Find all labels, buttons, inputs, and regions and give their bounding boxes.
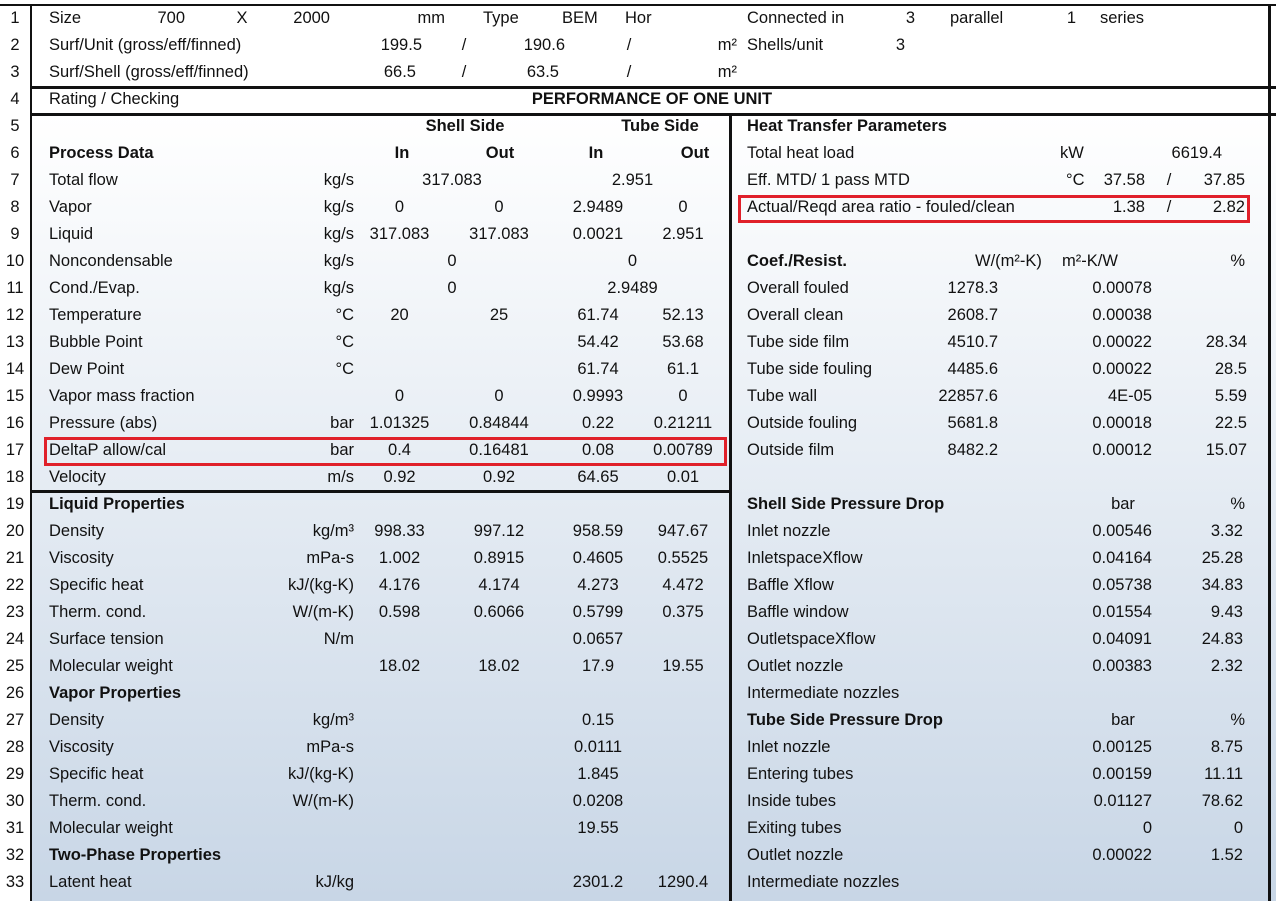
resist-value[interactable]: 0.00078 [1092, 279, 1152, 297]
row-number: 28 [5, 738, 25, 756]
resist-unit[interactable]: m²-K/W [1062, 252, 1118, 270]
tube-out-value[interactable]: 0 [678, 198, 688, 216]
tube-in-value[interactable]: 0.4605 [572, 549, 624, 567]
row-header-border [30, 4, 32, 901]
resist-value[interactable]: 0.00038 [1092, 306, 1152, 324]
row-number: 10 [5, 252, 25, 270]
shell-out-value[interactable]: 18.02 [478, 657, 520, 675]
tube-dp-label[interactable]: Intermediate nozzles [747, 873, 900, 891]
shell-out-value[interactable]: 317.083 [469, 225, 529, 243]
tube-in-value[interactable]: 0.0111 [573, 738, 623, 756]
shell-in-value[interactable]: 20 [390, 306, 409, 324]
tube-dp-heading[interactable]: Tube Side Pressure Drop [747, 711, 943, 729]
tube-side-heading[interactable]: Tube Side [621, 117, 699, 135]
size-x[interactable]: X [236, 9, 248, 27]
resist-value[interactable]: 0.00018 [1092, 414, 1152, 432]
tube-dp-label[interactable]: Outlet nozzle [747, 846, 844, 864]
tube-out-value[interactable]: 2.951 [662, 225, 704, 243]
coef-unit[interactable]: W/(m²-K) [975, 252, 1042, 270]
tube-dp-value[interactable]: 0.00159 [1092, 765, 1152, 783]
param-label[interactable]: DeltaP allow/cal [49, 441, 167, 459]
size-diameter[interactable]: 700 [157, 9, 185, 27]
param-label[interactable]: Total flow [49, 171, 118, 189]
param-label[interactable]: Vapor mass fraction [49, 387, 195, 405]
tube-dp-label[interactable]: Entering tubes [747, 765, 854, 783]
tube-out-value[interactable]: 52.13 [662, 306, 704, 324]
param-unit[interactable]: m/s [327, 468, 354, 486]
param-label[interactable]: Molecular weight [49, 657, 173, 675]
series-count[interactable]: 1 [1066, 9, 1076, 27]
coef-value[interactable]: 4510.7 [947, 333, 998, 351]
row-number: 20 [5, 522, 25, 540]
coef-label[interactable]: Tube wall [747, 387, 818, 405]
performance-title[interactable]: PERFORMANCE OF ONE UNIT [531, 90, 773, 108]
tube-in-value[interactable]: 0.0657 [572, 630, 624, 648]
shell-out-value[interactable]: 0 [494, 387, 504, 405]
tube-value[interactable]: 2.951 [611, 171, 654, 189]
param-label[interactable]: Vapor [49, 198, 92, 216]
tube-dp-label[interactable]: Inside tubes [747, 792, 836, 810]
coef-label[interactable]: Overall clean [747, 306, 844, 324]
shell-in-value[interactable]: 18.02 [378, 657, 421, 675]
coef-label[interactable]: Tube side film [747, 333, 850, 351]
coef-label[interactable]: Overall fouled [747, 279, 849, 297]
tube-in-value[interactable]: 17.9 [581, 657, 615, 675]
tube-out-value[interactable]: 0.375 [662, 603, 704, 621]
shell-dp-pct[interactable]: 3.32 [1210, 522, 1243, 540]
shell-dp-pct[interactable]: 9.43 [1210, 603, 1243, 621]
coef-label[interactable]: Tube side fouling [747, 360, 873, 378]
param-unit[interactable]: mPa-s [306, 738, 354, 756]
tube-in-heading[interactable]: In [588, 144, 604, 162]
mtd-label[interactable]: Eff. MTD/ 1 pass MTD [747, 171, 910, 189]
shell-dp-label[interactable]: InletspaceXflow [747, 549, 863, 567]
shell-in-value[interactable]: 1.01325 [369, 414, 430, 432]
shell-dp-percent[interactable]: % [1230, 495, 1245, 513]
shell-in-value[interactable]: 1.002 [378, 549, 421, 567]
tube-dp-percent[interactable]: % [1230, 711, 1245, 729]
row-number: 22 [5, 576, 25, 594]
mtd-one-pass[interactable]: 37.85 [1203, 171, 1245, 189]
param-label[interactable]: Latent heat [49, 873, 132, 891]
tube-out-heading[interactable]: Out [680, 144, 710, 162]
shell-in-value[interactable]: 0.4 [388, 441, 411, 459]
shell-dp-value[interactable]: 0.05738 [1092, 576, 1152, 594]
tube-in-value[interactable]: 54.42 [577, 333, 619, 351]
shell-value[interactable]: 0 [447, 279, 457, 297]
tube-in-value[interactable]: 0.15 [581, 711, 615, 729]
coef-label[interactable]: Outside film [747, 441, 835, 459]
tube-dp-pct[interactable]: 1.52 [1210, 846, 1243, 864]
param-label[interactable]: Specific heat [49, 765, 144, 783]
surf-shell-label[interactable]: Surf/Shell (gross/eff/finned) [49, 63, 249, 81]
shell-dp-value[interactable] [1060, 680, 1152, 707]
tube-in-value[interactable]: 19.55 [577, 819, 619, 837]
tube-out-value[interactable]: 19.55 [662, 657, 704, 675]
param-unit[interactable]: kg/m³ [312, 522, 354, 540]
tube-in-value[interactable]: 0.9993 [572, 387, 624, 405]
param-unit[interactable]: N/m [323, 630, 354, 648]
row-number: 25 [5, 657, 25, 675]
param-unit[interactable]: kg/s [323, 225, 354, 243]
shell-dp-label[interactable]: Outlet nozzle [747, 657, 844, 675]
param-label[interactable]: Therm. cond. [49, 792, 147, 810]
surf-unit-sep[interactable]: / [461, 36, 467, 54]
tube-out-value[interactable]: 61.1 [666, 360, 700, 378]
shell-dp-heading[interactable]: Shell Side Pressure Drop [747, 495, 945, 513]
tube-out-value[interactable]: 53.68 [662, 333, 704, 351]
param-label[interactable]: Pressure (abs) [49, 414, 158, 432]
coef-percent[interactable]: 15.07 [1205, 441, 1247, 459]
row-number: 23 [5, 603, 25, 621]
row-number: 15 [5, 387, 25, 405]
mtd-sep[interactable]: / [1166, 171, 1172, 189]
row-number: 6 [10, 144, 20, 162]
shell-out-value[interactable]: 0.6066 [473, 603, 525, 621]
area-ratio-fouled[interactable]: 1.38 [1112, 198, 1145, 216]
tube-value[interactable]: 2.9489 [607, 279, 658, 297]
param-unit[interactable]: mPa-s [306, 549, 354, 567]
tube-in-value[interactable]: 958.59 [572, 522, 624, 540]
row-number: 2 [10, 36, 20, 54]
param-unit[interactable]: °C [335, 333, 354, 351]
shell-out-heading[interactable]: Out [485, 144, 515, 162]
shell-in-value[interactable]: 0.598 [378, 603, 421, 621]
tube-dp-pct[interactable]: 8.75 [1210, 738, 1243, 756]
tube-out-value[interactable]: 0.01 [666, 468, 700, 486]
heat-load-unit[interactable]: kW [1060, 144, 1084, 162]
panel-divider [729, 113, 732, 901]
tube-in-value[interactable]: 2301.2 [572, 873, 624, 891]
tube-dp-unit[interactable]: bar [1111, 711, 1135, 729]
tube-in-value[interactable]: 0.5799 [572, 603, 624, 621]
row-number: 29 [5, 765, 25, 783]
resist-value[interactable]: 4E-05 [1107, 387, 1152, 405]
param-label[interactable]: Specific heat [49, 576, 144, 594]
coef-resist-heading[interactable]: Coef./Resist. [747, 252, 847, 270]
tube-dp-value[interactable] [1060, 869, 1152, 896]
param-unit[interactable]: kg/s [323, 171, 354, 189]
tube-out-value[interactable]: 947.67 [657, 522, 709, 540]
shell-dp-value[interactable]: 0.00383 [1092, 657, 1152, 675]
row-number: 17 [5, 441, 25, 459]
tube-dp-label[interactable]: Exiting tubes [747, 819, 842, 837]
heat-load-value[interactable]: 6619.4 [1171, 144, 1222, 162]
resist-value[interactable]: 0.00022 [1092, 360, 1152, 378]
shell-dp-label[interactable]: Baffle window [747, 603, 849, 621]
param-label[interactable]: Molecular weight [49, 819, 173, 837]
coef-percent[interactable] [1185, 302, 1247, 329]
coef-percent[interactable] [1185, 275, 1247, 302]
shell-dp-value[interactable]: 0.01554 [1092, 603, 1152, 621]
size-label[interactable]: Size [49, 9, 82, 27]
surf-shell-eff[interactable]: 63.5 [526, 63, 559, 81]
type-label[interactable]: Type [483, 9, 519, 27]
row-number: 1 [10, 9, 20, 27]
param-unit[interactable]: kg/s [323, 252, 354, 270]
surf-shell-sep[interactable]: / [626, 63, 632, 81]
shell-dp-pct[interactable] [1185, 680, 1243, 707]
row-number: 18 [5, 468, 25, 486]
shell-dp-pct[interactable]: 24.83 [1201, 630, 1243, 648]
tube-out-value[interactable]: 0.00789 [653, 441, 713, 459]
shell-out-value[interactable]: 0.16481 [469, 441, 529, 459]
shell-out-value[interactable]: 0.84844 [469, 414, 529, 432]
shell-out-value[interactable]: 0 [494, 198, 504, 216]
param-label[interactable]: Dew Point [49, 360, 125, 378]
shell-in-value[interactable]: 317.083 [369, 225, 430, 243]
param-unit[interactable]: kg/s [323, 198, 354, 216]
row-number: 7 [10, 171, 20, 189]
shell-value[interactable]: 317.083 [422, 171, 482, 189]
row-number: 11 [6, 279, 24, 297]
connected-label[interactable]: Connected in [747, 9, 845, 27]
row-number: 9 [10, 225, 20, 243]
resist-value[interactable]: 0.00012 [1092, 441, 1152, 459]
shell-dp-label[interactable]: Inlet nozzle [747, 522, 831, 540]
row-number: 21 [5, 549, 25, 567]
row-number: 4 [10, 90, 20, 108]
param-label[interactable]: Liquid [49, 225, 94, 243]
param-label[interactable]: Viscosity [49, 738, 114, 756]
coef-percent[interactable]: 22.5 [1214, 414, 1247, 432]
tube-dp-pct[interactable]: 11.11 [1204, 765, 1243, 783]
type-value[interactable]: BEM [562, 9, 598, 27]
shells-label[interactable]: Shells/unit [747, 36, 824, 54]
param-label[interactable]: Two-Phase Properties [49, 846, 222, 864]
row-number: 16 [5, 414, 25, 432]
param-label[interactable]: Liquid Properties [49, 495, 185, 513]
shell-out-value[interactable]: 0.92 [482, 468, 516, 486]
shell-in-value[interactable]: 998.33 [374, 522, 425, 540]
surf-unit-unit[interactable]: m² [717, 36, 737, 54]
param-label[interactable]: Noncondensable [49, 252, 173, 270]
row-number: 31 [5, 819, 25, 837]
area-ratio-label[interactable]: Actual/Reqd area ratio - fouled/clean [747, 198, 1015, 216]
row-number: 5 [10, 117, 20, 135]
shells-value[interactable]: 3 [895, 36, 905, 54]
param-label[interactable]: Vapor Properties [49, 684, 182, 702]
coef-value[interactable]: 5681.8 [947, 414, 998, 432]
heat-transfer-heading[interactable]: Heat Transfer Parameters [747, 117, 947, 135]
param-unit[interactable]: kJ/(kg-K) [288, 576, 354, 594]
tube-dp-value[interactable]: 0.00125 [1092, 738, 1152, 756]
shell-dp-value[interactable]: 0.04091 [1092, 630, 1152, 648]
param-unit[interactable]: W/(m-K) [292, 792, 354, 810]
parallel-count[interactable]: 3 [905, 9, 915, 27]
param-label[interactable]: Density [49, 711, 105, 729]
series-label[interactable]: series [1100, 9, 1145, 27]
percent-unit[interactable]: % [1230, 252, 1245, 270]
row-number: 12 [5, 306, 25, 324]
param-label[interactable]: Viscosity [49, 549, 114, 567]
tube-in-value[interactable]: 2.9489 [572, 198, 624, 216]
param-unit[interactable]: bar [330, 441, 354, 459]
tube-out-value[interactable]: 0.21211 [653, 414, 713, 432]
shell-dp-unit[interactable]: bar [1111, 495, 1135, 513]
shell-dp-label[interactable]: Baffle Xflow [747, 576, 834, 594]
tube-dp-value[interactable]: 0.01127 [1093, 792, 1152, 810]
tube-out-value[interactable]: 4.472 [662, 576, 704, 594]
param-label[interactable]: Velocity [49, 468, 106, 486]
param-unit[interactable]: °C [335, 306, 354, 324]
row-number: 27 [5, 711, 25, 729]
row-number: 13 [5, 333, 25, 351]
heat-load-label[interactable]: Total heat load [747, 144, 855, 162]
coef-value[interactable]: 22857.6 [938, 387, 998, 405]
tube-out-value[interactable]: 0.5525 [657, 549, 709, 567]
surf-shell-gross[interactable]: 66.5 [383, 63, 416, 81]
shell-out-value[interactable]: 997.12 [473, 522, 525, 540]
coef-label[interactable]: Outside fouling [747, 414, 858, 432]
tube-dp-value[interactable]: 0 [1142, 819, 1152, 837]
shell-in-heading[interactable]: In [394, 144, 410, 162]
orientation-value[interactable]: Hor [625, 9, 652, 27]
shell-out-value[interactable]: 25 [489, 306, 509, 324]
tube-in-value[interactable]: 4.273 [577, 576, 619, 594]
param-unit[interactable]: kg/s [323, 279, 354, 297]
param-label[interactable]: Cond./Evap. [49, 279, 140, 297]
area-ratio-sep[interactable]: / [1166, 198, 1172, 216]
param-label[interactable]: Therm. cond. [49, 603, 147, 621]
shell-out-value[interactable]: 4.174 [478, 576, 520, 594]
deltap-highlight [44, 437, 727, 466]
param-unit[interactable]: °C [335, 360, 354, 378]
shell-dp-pct[interactable]: 34.83 [1201, 576, 1243, 594]
shell-dp-value[interactable]: 0.04164 [1092, 549, 1152, 567]
tube-dp-pct[interactable]: 78.62 [1201, 792, 1243, 810]
coef-value[interactable]: 4485.6 [947, 360, 998, 378]
row-number: 8 [10, 198, 20, 216]
shell-value[interactable]: 0 [447, 252, 457, 270]
shell-out-value[interactable]: 0.8915 [473, 549, 525, 567]
shell-dp-label[interactable]: OutletspaceXflow [747, 630, 876, 648]
param-unit[interactable]: W/(m-K) [292, 603, 354, 621]
param-unit[interactable]: kJ/kg [315, 873, 354, 891]
tube-in-value[interactable]: 61.74 [577, 306, 619, 324]
coef-percent[interactable]: 28.34 [1205, 333, 1247, 351]
tube-in-value[interactable]: 0.0021 [572, 225, 624, 243]
tube-in-value[interactable]: 0.08 [581, 441, 615, 459]
shell-dp-pct[interactable]: 2.32 [1210, 657, 1243, 675]
row-number: 26 [5, 684, 25, 702]
resist-value[interactable]: 0.00022 [1092, 333, 1152, 351]
parallel-label[interactable]: parallel [950, 9, 1004, 27]
row-number: 3 [10, 63, 20, 81]
area-ratio-clean[interactable]: 2.82 [1212, 198, 1245, 216]
coef-percent[interactable]: 28.5 [1214, 360, 1247, 378]
tube-in-value[interactable]: 0.0208 [572, 792, 624, 810]
surf-shell-unit[interactable]: m² [717, 63, 737, 81]
shell-in-value[interactable]: 0 [394, 198, 405, 216]
param-label[interactable]: Density [49, 522, 105, 540]
param-label[interactable]: Surface tension [49, 630, 164, 648]
coef-value[interactable]: 8482.2 [947, 441, 998, 459]
right-border [1268, 4, 1271, 901]
param-unit[interactable]: kg/m³ [312, 711, 354, 729]
tube-dp-pct[interactable] [1185, 869, 1243, 896]
tube-dp-value[interactable]: 0.00022 [1092, 846, 1152, 864]
tube-value[interactable]: 0 [627, 252, 638, 270]
param-label[interactable]: Bubble Point [49, 333, 143, 351]
tube-in-value[interactable]: 0.22 [581, 414, 615, 432]
shell-in-value[interactable]: 4.176 [378, 576, 421, 594]
shell-in-value[interactable]: 0.92 [383, 468, 416, 486]
coef-value[interactable]: 2608.7 [947, 306, 998, 324]
surf-unit-label[interactable]: Surf/Unit (gross/eff/finned) [49, 36, 242, 54]
row-number: 14 [5, 360, 25, 378]
shell-dp-pct[interactable]: 25.28 [1201, 549, 1243, 567]
surf-unit-gross[interactable]: 199.5 [380, 36, 422, 54]
param-label[interactable]: Temperature [49, 306, 142, 324]
surf-unit-sep[interactable]: / [626, 36, 632, 54]
surf-shell-sep[interactable]: / [461, 63, 467, 81]
mtd-effective[interactable]: 37.58 [1103, 171, 1145, 189]
coef-value[interactable]: 1278.3 [947, 279, 998, 297]
surf-unit-eff[interactable]: 190.6 [523, 36, 565, 54]
shell-dp-label[interactable]: Intermediate nozzles [747, 684, 900, 702]
shell-dp-value[interactable]: 0.00546 [1092, 522, 1152, 540]
coef-percent[interactable]: 5.59 [1214, 387, 1247, 405]
row-number: 32 [5, 846, 25, 864]
param-unit[interactable]: bar [330, 414, 354, 432]
calc-mode[interactable]: Rating / Checking [49, 90, 180, 108]
tube-dp-label[interactable]: Inlet nozzle [747, 738, 831, 756]
row-number: 19 [5, 495, 25, 513]
area-ratio-highlight [738, 195, 1250, 223]
tube-out-value[interactable]: 0 [678, 387, 688, 405]
param-unit[interactable]: kJ/(kg-K) [288, 765, 354, 783]
row-number: 33 [5, 873, 25, 891]
mtd-unit[interactable]: °C [1066, 171, 1085, 189]
tube-in-value[interactable]: 64.65 [577, 468, 619, 486]
size-length[interactable]: 2000 [293, 9, 330, 27]
tube-out-value[interactable]: 1290.4 [657, 873, 709, 891]
tube-dp-pct[interactable]: 0 [1233, 819, 1243, 837]
tube-in-value[interactable]: 61.74 [577, 360, 619, 378]
shell-side-heading[interactable]: Shell Side [425, 117, 505, 135]
tube-in-value[interactable]: 1.845 [577, 765, 619, 783]
process-data-heading[interactable]: Process Data [49, 144, 154, 162]
row-number: 30 [5, 792, 25, 810]
size-unit[interactable]: mm [417, 9, 445, 27]
shell-in-value[interactable]: 0 [394, 387, 405, 405]
row-number: 24 [5, 630, 25, 648]
